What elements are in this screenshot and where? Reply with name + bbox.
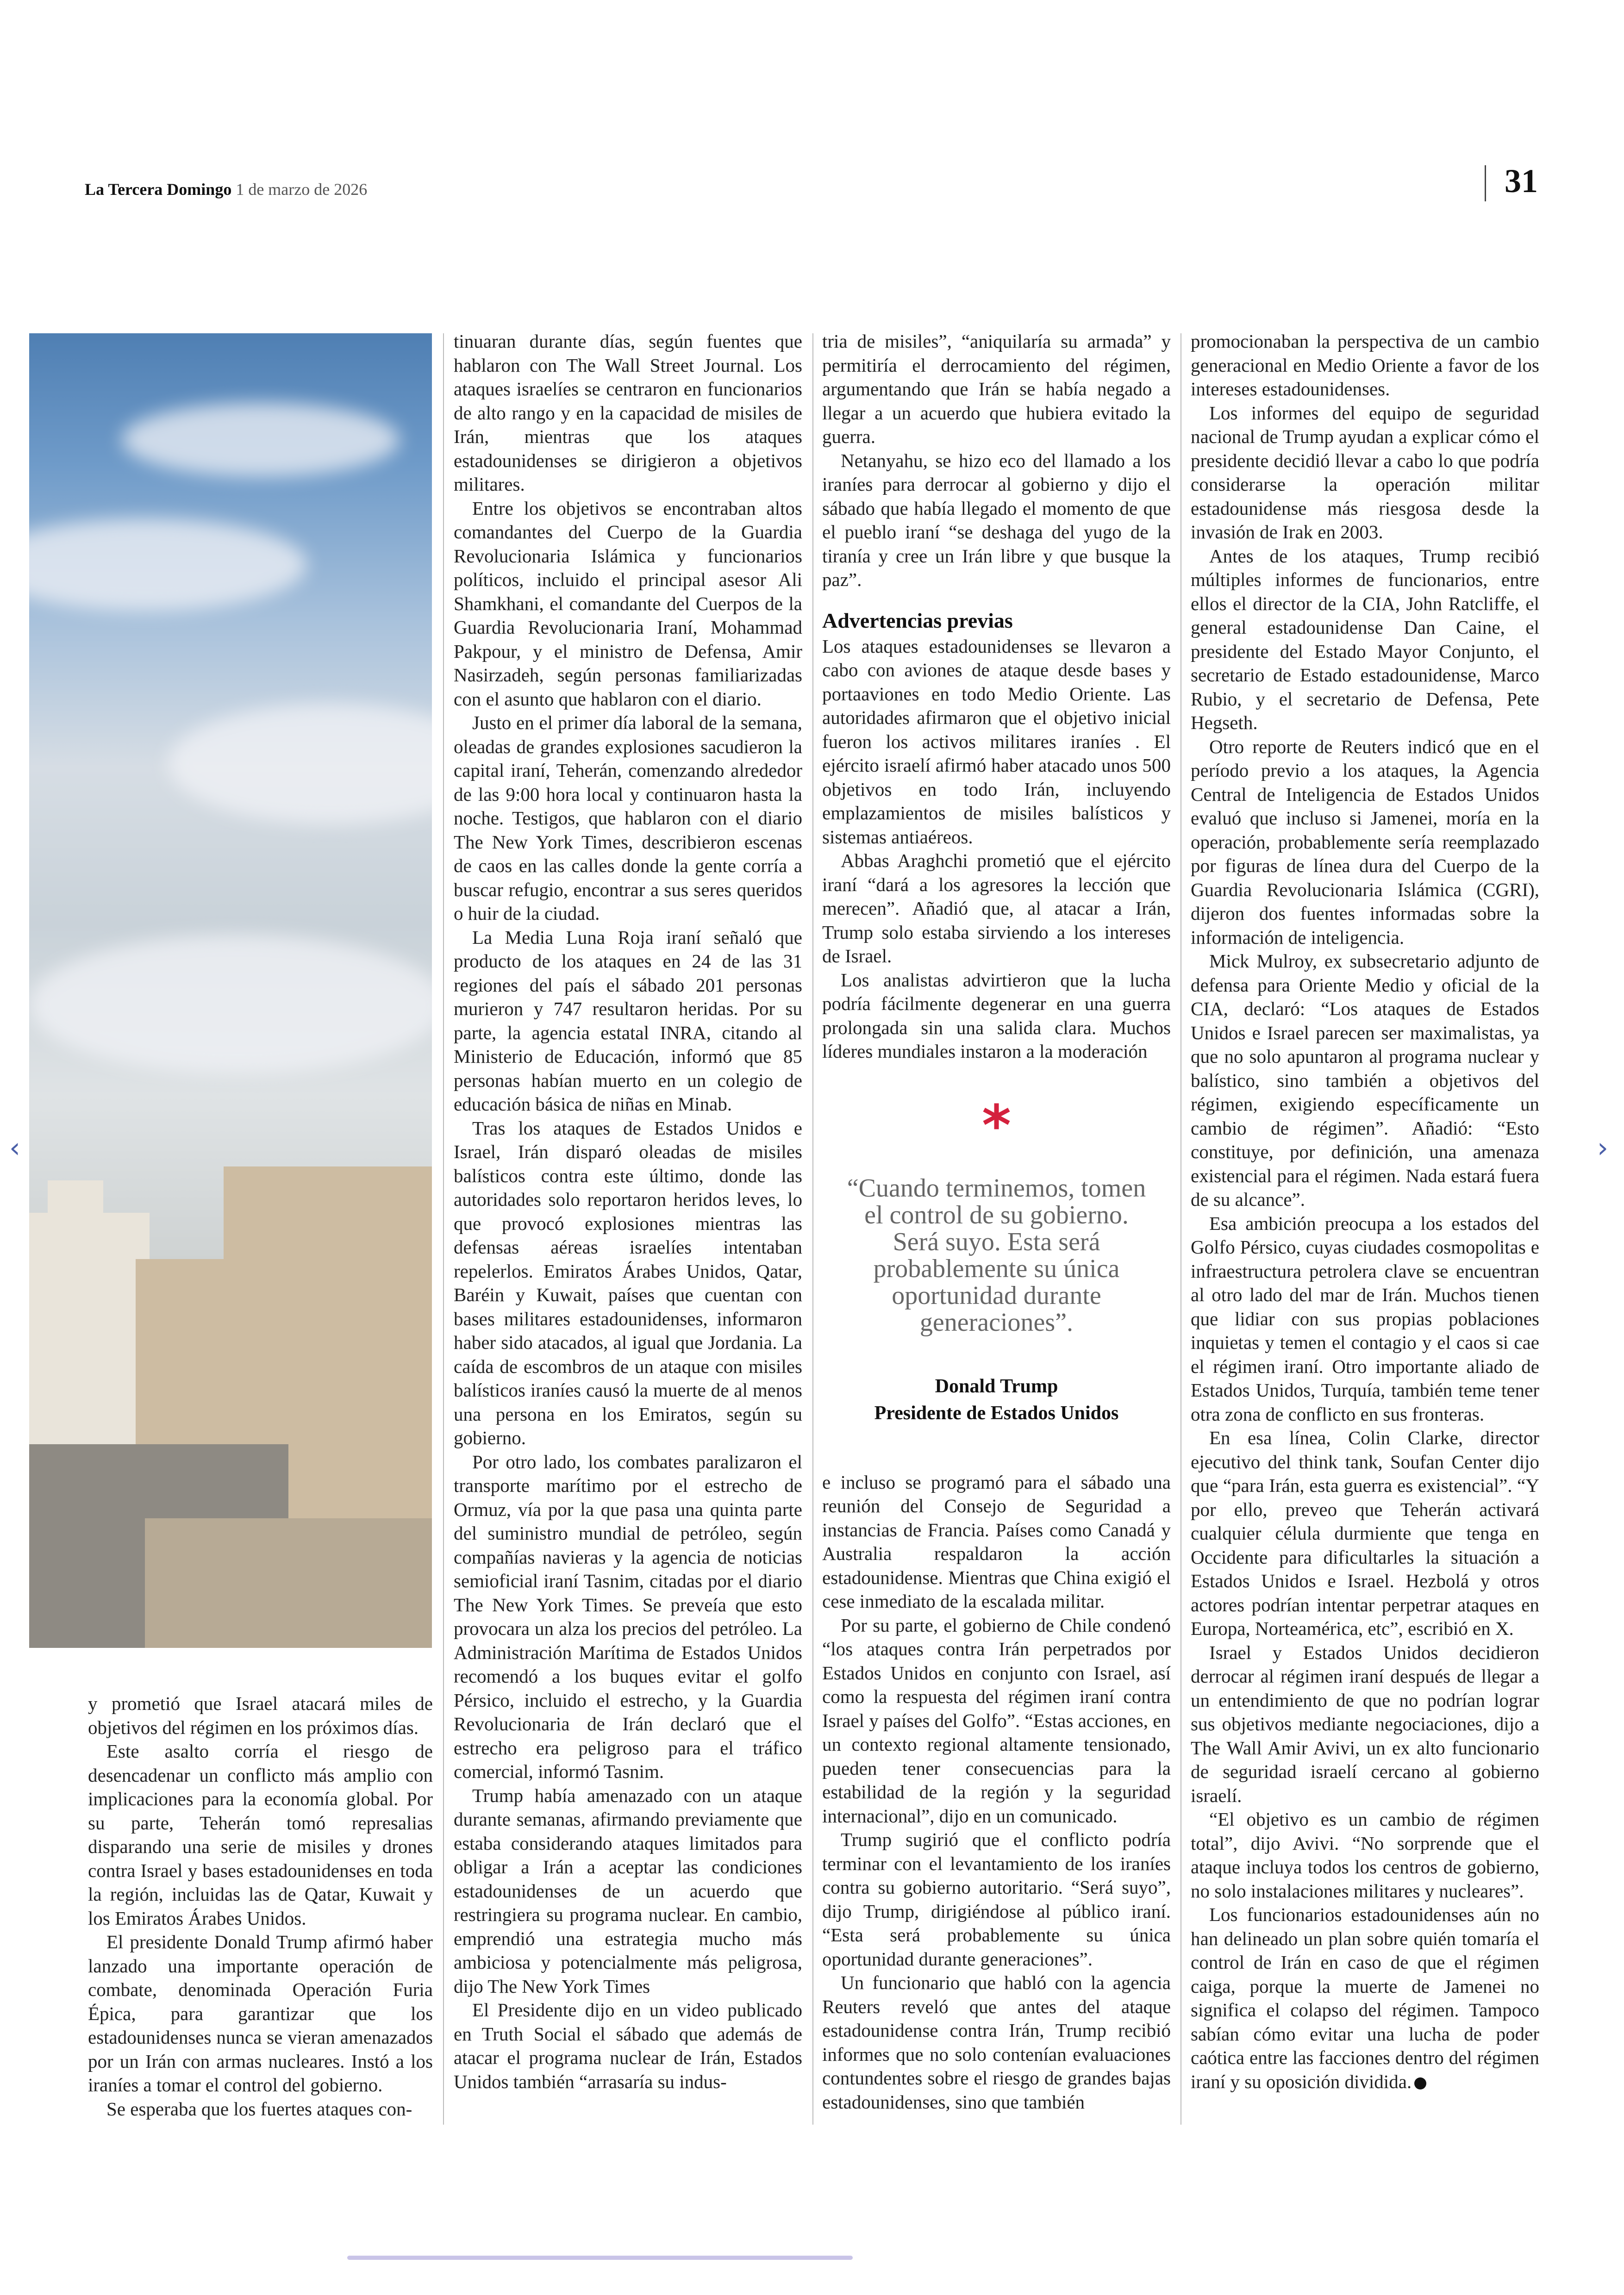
paragraph: Netanyahu, se hizo eco del llamado a los iraníes para derrocar al gobierno y dijo el sábado que había llegado el momento de que el pueblo iraní “se deshaga del yugo de la tiranía y cree un Irán libre y que busque la paz”.: [822, 449, 1171, 590]
column-divider: [443, 333, 444, 2125]
pull-quote: [822, 1093, 1171, 1427]
paragraph: Otro reporte de Reuters indicó que en el período previo a los ataques, la Agencia Central de Inteligencia de Estados Unidos evaluó que incluso si Jamenei, moría en la operación, probablemente sería reemplazado por figuras de línea dura del Cuerpo de la Guardia Revolucionaria Islámica (CGRI), dijeron dos fuentes informadas sobre la información de inteligencia.: [1191, 736, 1539, 948]
paragraph: Los informes del equipo de seguridad nacional de Trump ayudan a explicar cómo el presidente decidió llevar a cabo lo que podría considerarse la operación militar estadounidense más riesgosa desde la invasión de Irak en 2003.: [1191, 402, 1539, 543]
article-column-4: [1191, 330, 1539, 2094]
article-column-3: [822, 330, 1171, 2114]
next-page-button[interactable]: [1597, 1132, 1608, 1164]
asterisk-icon: *: [982, 1093, 1011, 1158]
paragraph: promocionaban la perspectiva de un cambio generacional en Medio Oriente a favor de los intereses estadounidenses.: [1191, 331, 1539, 399]
paragraph: Antes de los ataques, Trump recibió múltiples informes de funcionarios, entre ellos el director de la CIA, John Ratcliffe, el general estadounidense Dan Caine, el presidente del Estado Mayor Conjunto, el secretario de Estado estadounidense, Marco Rubio, y el secretario de Defensa, Pete Hegseth.: [1191, 545, 1539, 733]
paragraph: tria de misiles”, “aniquilaría su armada” y permitiría el derrocamiento del régimen, argumentando que Irán se había negado a llegar a un acuerdo que hubiera evitado la guerra.: [822, 331, 1171, 447]
running-header: [85, 180, 367, 199]
paragraph: Trump sugirió que el conflicto podría terminar con el levantamiento de los iraníes contra su gobierno autoritario. “Será suyo”, dijo Trump, dirigiéndose al público iraní. “Esta será probablemente su única oportunidad durante generaciones”.: [822, 1829, 1171, 1970]
paragraph: “El objetivo es un cambio de régimen total”, dijo Avivi. “No sorprende que el ataque incluya todos los centros de gobierno, no solo instalaciones militares y nucleares”.: [1191, 1809, 1539, 1902]
paragraph: Los ataques estadounidenses se llevaron a cabo con aviones de ataque desde bases y portaaviones en todo Medio Oriente. Las autoridades afirmaron que el objetivo inicial fueron los activos militares iraníes . El ejército israelí afirmó haber atacado unos 500 objetivos en todo Irán, incluyendo emplazamientos de misiles balísticos y sistemas antiaéreos.: [822, 635, 1171, 848]
article-column-1: [88, 1692, 433, 2121]
tehran-skyline-photo: [29, 333, 432, 1648]
paragraph: Un funcionario que habló con la agencia Reuters reveló que antes del ataque estadounidense contra Irán, Trump recibió informes que no solo contenían evaluaciones contundentes sobre el riesgo de grandes bajas estadounidenses, sino que también: [822, 1972, 1171, 2113]
end-of-article-icon: [1414, 2077, 1426, 2089]
paragraph: Los analistas advirtieron que la lucha podría fácilmente degenerar en una guerra prolongada sin una salida clara. Muchos líderes mundiales instaron a la moderación: [822, 969, 1171, 1062]
section-heading: Advertencias previas: [822, 608, 1013, 632]
paragraph: Esa ambición preocupa a los estados del Golfo Pérsico, cuyas ciudades cosmopolitas e infraestructura petrolera clave se encuentran al otro lado del mar de Irán. Muchos tienen que lidiar con sus propias poblaciones inquietas y temen el contagio y el caos si cae el régimen iraní. Otro importante aliado de Estados Unidos, Turquía, también teme tener otra zona de conflicto en sus fronteras.: [1191, 1212, 1539, 1425]
paragraph: El Presidente dijo en un video publicado en Truth Social el sábado que además de atacar el programa nuclear de Irán, Estados Unidos también “arrasaría su indus-: [454, 1999, 802, 2092]
pull-quote-text: “Cuando terminemos, tomen el control de su gobierno. Será suyo. Esta será probablemente su única oportunidad durante generaciones”.: [847, 1173, 1146, 1337]
paragraph: Trump había amenazado con un ataque durante semanas, afirmando previamente que estaba considerando ataques limitados para obligar a Irán a aceptar las condiciones estadounidenses de un acuerdo que restringiera su programa nuclear. En cambio, emprendió una estrategia mucho más ambiciosa y potencialmente más peligrosa, dijo The New York Times: [454, 1784, 802, 1997]
paragraph: tinuaran durante días, según fuentes que hablaron con The Wall Street Journal. Los ataques israelíes se centraron en funcionarios de alto rango y en la capacidad de misiles de Irán, mientras que los ataques estadounidenses se dirigieron a objetivos militares.: [454, 331, 802, 495]
paragraph: En esa línea, Colin Clarke, director ejecutivo del think tank, Soufan Center dijo que “para Irán, esta guerra es existencial”. “Y por ello, preveo que Teherán activará cualquier célula durmiente que tenga en Occidente para dificultarles la situación a Estados Unidos e Israel. Hezbolá y otros actores podrían intentar perpetrar ataques en Europa, Norteamérica, etc”, escribió en X.: [1191, 1427, 1539, 1639]
paragraph: e incluso se programó para el sábado una reunión del Consejo de Seguridad a instancias de Francia. Países como Canadá y Australia respaldaron la acción estadounidense. Mientras que China exigió el cese inmediato de la escalada militar.: [822, 1471, 1171, 1612]
paragraph: [1191, 1903, 1539, 2094]
paragraph: Se esperaba que los fuertes ataques con-: [106, 2098, 412, 2120]
paragraph-text: Los funcionarios estadounidenses aún no han delineado un plan sobre quién tomaría el control de Irán en caso de que el régimen caiga, porque la muerte de Jamenei no significa el colapso del régimen. Tampoco sabían cómo evitar una lucha de poder caótica entre las facciones dentro del régimen iraní y su oposición dividida.: [1191, 1904, 1539, 2092]
column-divider: [812, 333, 813, 2125]
prev-page-button[interactable]: [9, 1132, 20, 1164]
paragraph: Este asalto corría el riesgo de desencadenar un conflicto más amplio con implicaciones para la economía global. Por su parte, Teherán tomó represalias disparando una serie de misiles y drones contra Israel y bases estadounidenses en toda la región, incluidas las de Qatar, Kuwait y los Emiratos Árabes Unidos.: [88, 1740, 433, 1929]
chevron-left-icon: ‹: [9, 1132, 20, 1164]
quote-author: Donald Trump: [935, 1375, 1058, 1397]
publication-name: La Tercera Domingo: [85, 180, 232, 199]
paragraph: Justo en el primer día laboral de la semana, oleadas de grandes explosiones sacudieron la capital iraní, Teherán, comenzando alrededor de las 9:00 hora local y continuaron hasta la noche. Testigos, que hablaron con el diario The New York Times, describieron escenas de caos en las calles donde la gente corría a buscar refugio, encontrar a sus seres queridos o huir de la ciudad.: [454, 712, 802, 924]
horizontal-scrollbar[interactable]: [347, 2256, 853, 2260]
paragraph: El presidente Donald Trump afirmó haber lanzado una importante operación de combate, denominada Operación Furia Épica, para garantizar que los estadounidenses nunca se vieran amenazados por un Irán con armas nucleares. Instó a los iraníes a tomar el control del gobierno.: [88, 1931, 433, 2095]
paragraph: Tras los ataques de Estados Unidos e Israel, Irán disparó oleadas de misiles balísticos contra este último, donde las autoridades solo reportaron heridos leves, lo que provocó explosiones mientras las defensas aéreas israelíes intentaban repelerlos. Emiratos Árabes Unidos, Qatar, Baréin y Kuwait, países que cuentan con bases militares estadounidenses, informaron haber sido atacados, al igual que Jordania. La caída de escombros de un ataque con misiles balísticos iraníes causó la muerte de al menos una persona en los Emiratos, según su gobierno.: [454, 1117, 802, 1448]
paragraph: Por su parte, el gobierno de Chile condenó “los ataques contra Irán perpetrados por Estados Unidos en conjunto con Israel, así como la respuesta del régimen iraní contra Israel y países del Golfo”. “Estas acciones, en un contexto regional altamente tensionado, pueden tener consecuencias para la estabilidad de la región y la seguridad internacional”, dijo en un comunicado.: [822, 1614, 1171, 1827]
issue-date: 1 de marzo de 2026: [236, 180, 368, 199]
paragraph: Por otro lado, los combates paralizaron el transporte marítimo por el estrecho de Ormuz, vía por la que pasa una quinta parte del suministro mundial de petróleo, según compañías navieras y la agencia de noticias semioficial iraní Tasnim, citadas por el diario The New York Times. Se preveía que esto provocara un alza los precios del petróleo. La Administración Marítima de Estados Unidos recomendó a los buques evitar el golfo Pérsico, incluido el estrecho, y la Guardia Revolucionaria de Irán declaró que el estrecho era peligroso para el tráfico comercial, informó Tasnim.: [454, 1451, 802, 1782]
paragraph: Israel y Estados Unidos decidieron derrocar al régimen iraní después de llegar a un entendimiento de que no podrían lograr sus objetivos mediante negociaciones, dijo a The Wall Amir Avivi, un ex alto funcionario de seguridad israelí cercano al gobierno israelí.: [1191, 1641, 1539, 1806]
article-column-2: [454, 330, 802, 2094]
paragraph: Mick Mulroy, ex subsecretario adjunto de defensa para Oriente Medio y oficial de la CIA, declaró: “Los ataques de Estados Unidos e Israel parecen ser maximalistas, ya que no solo apuntaron al programa nuclear y balístico, sino también a objetivos del régimen, exigiendo específicamente un cambio de régimen”. Añadió: “Esto constituye, por definición, una amenaza existencial para el régimen. Nada estará fuera de su alcance”.: [1191, 950, 1539, 1210]
quote-author-role: Presidente de Estados Unidos: [874, 1402, 1119, 1424]
paragraph: Abbas Araghchi prometió que el ejército iraní “dará a los agresores la lección que merecen”. Añadió que, al atacar a Irán, Trump solo estaba sirviendo a los intereses de Israel.: [822, 850, 1171, 967]
paragraph: La Media Luna Roja iraní señaló que producto de los ataques en 24 de las 31 regiones del país el sábado 201 personas murieron y 747 resultaron heridas. Por su parte, la agencia estatal INRA, citando al Ministerio de Educación, informó que 85 personas habían muerto en un colegio de educación básica de niñas en Minab.: [454, 926, 802, 1115]
pull-quote-attribution: [822, 1373, 1171, 1427]
header-divider: [1485, 165, 1486, 201]
paragraph: y prometió que Israel atacará miles de objetivos del régimen en los próximos días.: [88, 1693, 433, 1738]
paragraph: Entre los objetivos se encontraban altos comandantes del Cuerpo de la Guardia Revolucionaria Islámica y funcionarios políticos, incluido el principal asesor Ali Shamkhani, el comandante del Cuerpos de la Guardia Revolucionaria Iraní, Mohammad Pakpour, y el ministro de Defensa, Amir Nasirzadeh, según personas familiarizadas con el asunto que hablaron con el diario.: [454, 497, 802, 710]
page-number: 31: [1505, 162, 1538, 200]
chevron-right-icon: ›: [1597, 1132, 1608, 1164]
